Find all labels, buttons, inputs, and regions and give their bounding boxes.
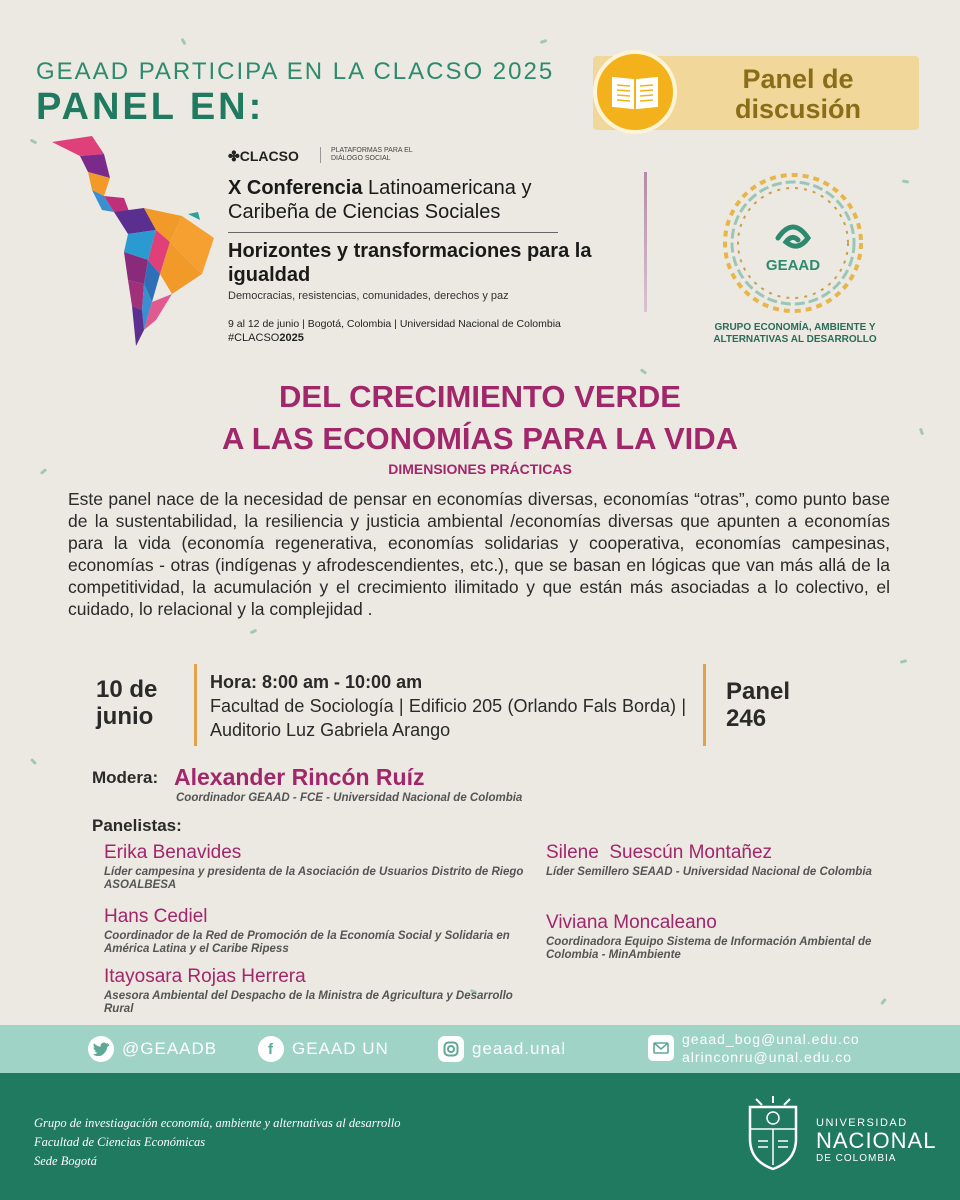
panel-number [726,678,790,732]
instagram-icon [438,1036,464,1062]
badge-line-2: discusión [734,94,862,124]
header-kicker: GEAAD PARTICIPA EN LA CLACSO 2025 [36,58,555,85]
panelist-role: Asesora Ambiental del Despacho de la Ministra de Agricultura y Desarrollo Rural [104,990,513,1015]
badge-line-1: Panel de [742,64,854,94]
footer-text [34,1114,401,1171]
email-links[interactable] [648,1030,860,1066]
unal-crest-icon [742,1095,804,1173]
vertical-divider [644,172,647,312]
twitter-link[interactable] [88,1036,217,1062]
instagram-link[interactable] [438,1036,566,1062]
conference-tags: Democracias, resistencias, comunidades, derechos y paz [228,290,509,302]
panelist-name: Itayosara Rojas Herrera [104,966,306,987]
panelist-name: Viviana Moncaleano [546,912,717,933]
panelist-card [104,966,524,1016]
event-date-line-2: junio [96,703,154,730]
footer-line-3: Sede Bogotá [34,1154,97,1168]
conference-subtitle: Horizontes y transformaciones para la igualdad [228,240,592,286]
twitter-handle: @GEAADB [122,1039,218,1058]
geaad-caption: GRUPO ECONOMÍA, AMBIENTE Y ALTERNATIVAS AL DESARROLLO [713,322,877,345]
geaad-logo [718,168,868,318]
panelist-card [104,842,524,892]
conference-divider [228,232,558,233]
panelist-role: Líder campesina y presidenta de la Asociación de Usuarios Distrito de Riego ASOALBESA [104,866,524,891]
panel-number-line-2: 246 [726,705,767,732]
badge-label [693,64,903,124]
unal-line-3: DE COLOMBIA [816,1153,897,1164]
event-date-line-1: 10 de [96,676,158,703]
unal-wordmark [816,1117,936,1164]
panelist-name: Erika Benavides [104,842,242,863]
conference-title-bold: X Conferencia [228,177,363,199]
email-primary[interactable]: geaad_bog@unal.edu.co [682,1031,860,1047]
header-title: PANEL EN: [36,86,265,128]
footer-line-2: Facultad de Ciencias Económicas [34,1135,206,1149]
event-subtitle: DIMENSIONES PRÁCTICAS [388,461,572,477]
panelist-role: Coordinadora Equipo Sistema de Información Ambiental de Colombia - MinAmbiente [546,936,872,961]
info-divider [703,664,706,746]
footer [0,1073,960,1200]
footer-line-1: Grupo de investiagación economía, ambiente y alternativas al desarrollo [34,1116,401,1130]
clacso-logo: ✤CLACSO [228,148,299,164]
unal-line-2: NACIONAL [816,1128,937,1153]
twitter-icon [88,1036,114,1062]
panelist-role: Coordinador de la Red de Promoción de la Economía Social y Solidaria en América Latina y el Caribe Ripess [104,930,510,955]
facebook-icon: f [258,1036,284,1062]
panelist-card [546,842,896,879]
hashtag-bold: 2025 [279,332,304,344]
panelist-role: Líder Semillero SEAAD - Universidad Nacional de Colombia [546,866,872,878]
book-icon [593,50,677,134]
latin-america-map-icon [52,134,220,350]
facebook-link[interactable] [258,1036,389,1062]
hashtag-light: #CLACSO [228,332,280,344]
email-list [682,1030,860,1066]
discussion-badge [593,56,919,130]
event-info [210,670,686,742]
conference-title [228,176,618,224]
event-title [0,376,960,460]
panelists-label: Panelistas: [92,816,182,835]
moderator-name: Alexander Rincón Ruíz [174,764,425,790]
conference-hashtag [228,332,304,344]
email-secondary[interactable]: alrinconru@unal.edu.co [682,1049,853,1065]
panelist-name: Silene Suescún Montañez [546,842,773,863]
event-title-line-2: A LAS ECONOMÍAS PARA LA VIDA [221,421,739,456]
event-location: Facultad de Sociología | Edificio 205 (Orlando Fals Borda) | Auditorio Luz Gabriela Arango [210,696,686,740]
panelist-card [546,912,896,962]
conference-title-rest: Latinoamericana y Caribeña de Ciencias Sociales [228,177,532,223]
panelist-name: Hans Cediel [104,906,208,927]
mail-icon [648,1035,674,1061]
instagram-handle: geaad.unal [472,1039,567,1058]
contact-band [0,1025,960,1073]
conference-date-place: 9 al 12 de junio | Bogotá, Colombia | Universidad Nacional de Colombia [228,318,561,330]
geaad-logo-text: GEAAD [765,257,821,274]
event-hour: Hora: 8:00 am - 10:00 am [210,672,423,692]
panelist-card [104,906,524,956]
clacso-logo-subtitle: PLATAFORMAS PARA EL DIÁLOGO SOCIAL [320,147,440,163]
info-divider [194,664,197,746]
moderator-role: Coordinador GEAAD - FCE - Universidad Nacional de Colombia [176,792,523,804]
unal-line-1: UNIVERSIDAD [816,1117,908,1129]
event-date [96,676,157,730]
moderator-label: Modera: [92,768,159,787]
facebook-handle: GEAAD UN [292,1039,389,1058]
panel-number-line-1: Panel [726,678,791,705]
event-title-line-1: DEL CRECIMIENTO VERDE [279,379,681,414]
event-description: Este panel nace de la necesidad de pensar en economías diversas, economías “otras”, como punto base de la sustentabilidad, la resiliencia y justicia ambiental /economías diversas que apunten a economías para la vida (economía regenerativa, economías solidarias y cooperativa, economías campesinas, economías - otras (indígenas y afrodescendientes, etc.), que se basan en lógicas que van más allá de la competitividad, la acumulación y el crecimiento ilimitado y que están más asociadas a lo colectivo, el cuidado, lo relacional y la complejidad . [68,489,890,619]
